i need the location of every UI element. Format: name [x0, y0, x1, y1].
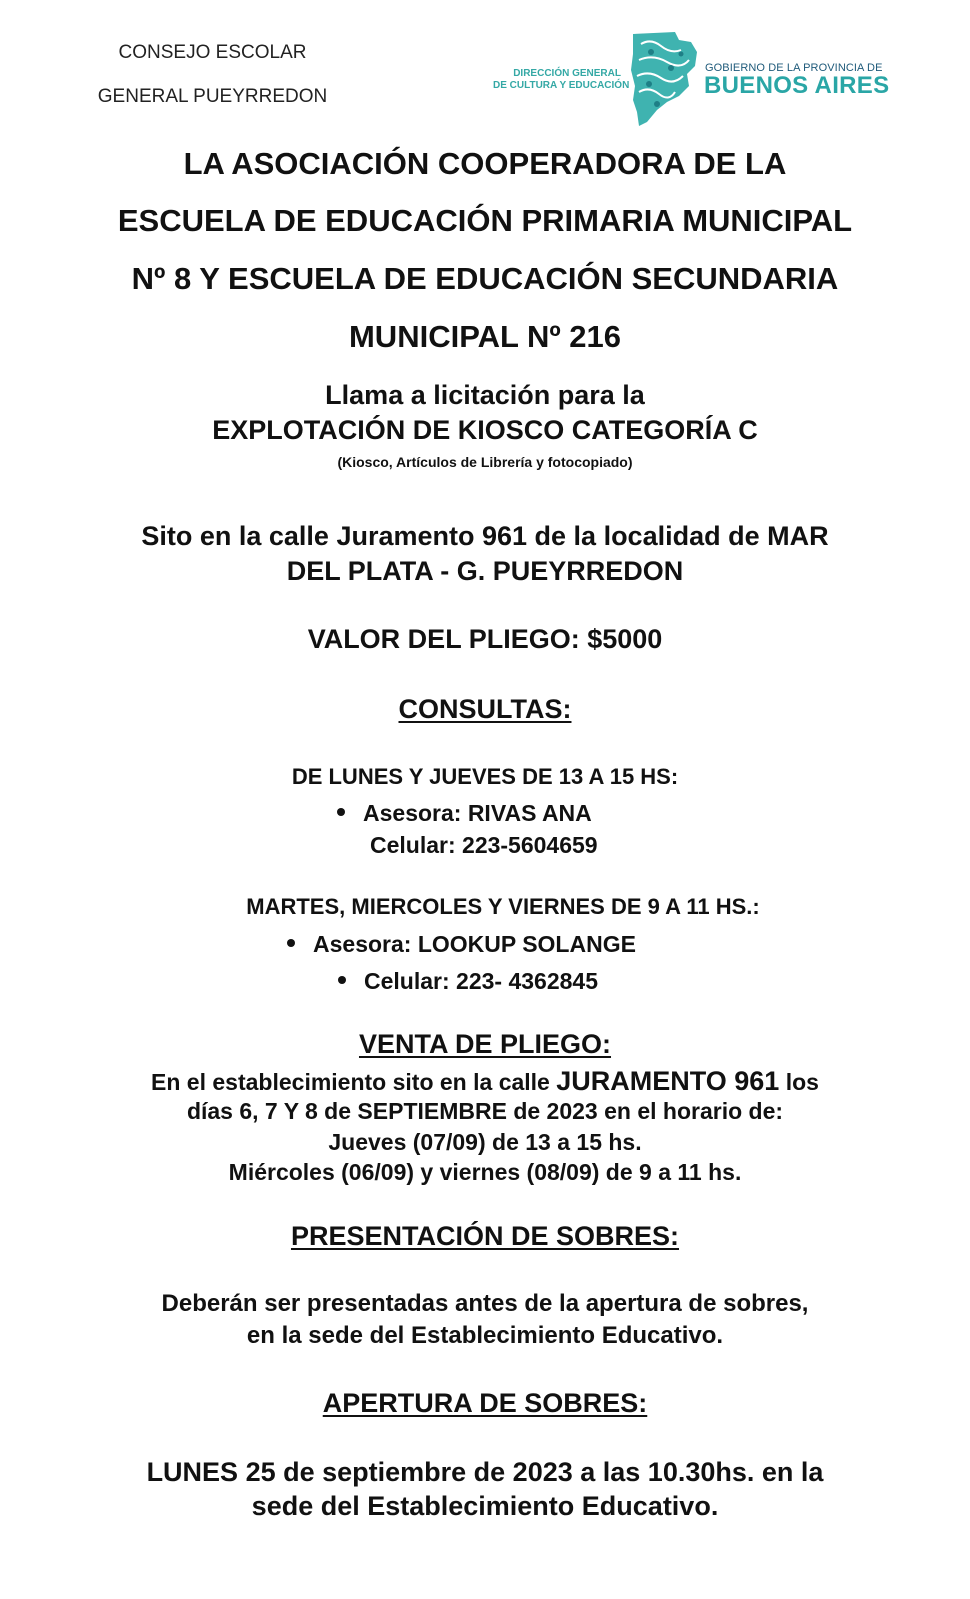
- title-line3: Nº 8 Y ESCUELA DE EDUCACIÓN SECUNDARIA: [131, 261, 839, 296]
- council-name-line2: GENERAL PUEYRREDON: [97, 86, 328, 107]
- phone-2-text: Celular: 223- 4362845: [364, 968, 598, 994]
- apertura-line2: sede del Establecimiento Educativo.: [251, 1491, 719, 1521]
- venta-line1-start: En el establecimiento sito en la calle: [151, 1069, 557, 1095]
- province-logo: [493, 30, 890, 128]
- bid-document-price: VALOR DEL PLIEGO: $5000: [307, 624, 663, 654]
- title-line1: LA ASOCIACIÓN COOPERADORA DE LA: [183, 146, 787, 181]
- logo-directorate-line2: DE CULTURA Y EDUCACIÓN: [493, 80, 630, 91]
- presentacion-line1: Deberán ser presentadas antes de la apertura de sobres,: [161, 1290, 809, 1317]
- bullet-icon: [287, 939, 295, 947]
- consultas-phone-1: Celular: 223-5604659: [370, 832, 598, 858]
- logo-directorate: [493, 68, 630, 92]
- bullet-icon: [337, 808, 345, 816]
- venta-address: JURAMENTO 961: [556, 1066, 780, 1096]
- advisor-1-text: Asesora: RIVAS ANA: [363, 800, 592, 826]
- title-line4: MUNICIPAL Nº 216: [348, 319, 621, 354]
- apertura-heading: APERTURA DE SOBRES:: [322, 1388, 648, 1418]
- venta-line2: días 6, 7 Y 8 de SEPTIEMBRE de 2023 en el horario de:: [186, 1098, 784, 1124]
- venta-line3: Jueves (07/09) de 13 a 15 hs.: [328, 1129, 642, 1155]
- venta-line1: [0, 1066, 970, 1097]
- presentacion-heading: PRESENTACIÓN DE SOBRES:: [290, 1221, 680, 1251]
- call-line1: Llama a licitación para la: [325, 380, 645, 410]
- consultas-schedule-2: MARTES, MIERCOLES Y VIERNES DE 9 A 11 HS.:: [246, 894, 760, 919]
- title-line2: ESCUELA DE EDUCACIÓN PRIMARIA MUNICIPAL: [117, 203, 853, 238]
- council-name-line1: CONSEJO ESCOLAR: [118, 42, 307, 63]
- venta-line1-end: los: [779, 1069, 819, 1095]
- logo-directorate-line1: DIRECCIÓN GENERAL: [513, 68, 621, 79]
- consultas-advisor-2: [287, 931, 636, 958]
- location-line2: DEL PLATA - G. PUEYRREDON: [286, 556, 684, 586]
- advisor-2-text: Asesora: LOOKUP SOLANGE: [313, 931, 636, 957]
- call-line2: EXPLOTACIÓN DE KIOSCO CATEGORÍA C: [212, 415, 758, 445]
- venta-heading: VENTA DE PLIEGO:: [358, 1029, 612, 1059]
- venta-line4: Miércoles (06/09) y viernes (08/09) de 9 a 11 hs.: [228, 1159, 742, 1185]
- logo-province-name: BUENOS AIRES: [704, 72, 890, 99]
- logo-government-line: GOBIERNO DE LA PROVINCIA DE: [705, 62, 883, 74]
- consultas-advisor-1: [337, 800, 592, 827]
- consultas-phone-2: [338, 968, 598, 995]
- location-line1: Sito en la calle Juramento 961 de la localidad de MAR: [141, 521, 829, 551]
- bullet-icon: [338, 976, 346, 984]
- call-note: (Kiosco, Artículos de Librería y fotocopiado): [337, 454, 633, 470]
- province-map-icon: [627, 30, 701, 128]
- consultas-schedule-1: DE LUNES Y JUEVES DE 13 A 15 HS:: [291, 764, 679, 789]
- apertura-line1: LUNES 25 de septiembre de 2023 a las 10.30hs. en la: [146, 1457, 824, 1487]
- consultas-heading: CONSULTAS:: [398, 694, 572, 724]
- presentacion-line2: en la sede del Establecimiento Educativo.: [246, 1322, 724, 1349]
